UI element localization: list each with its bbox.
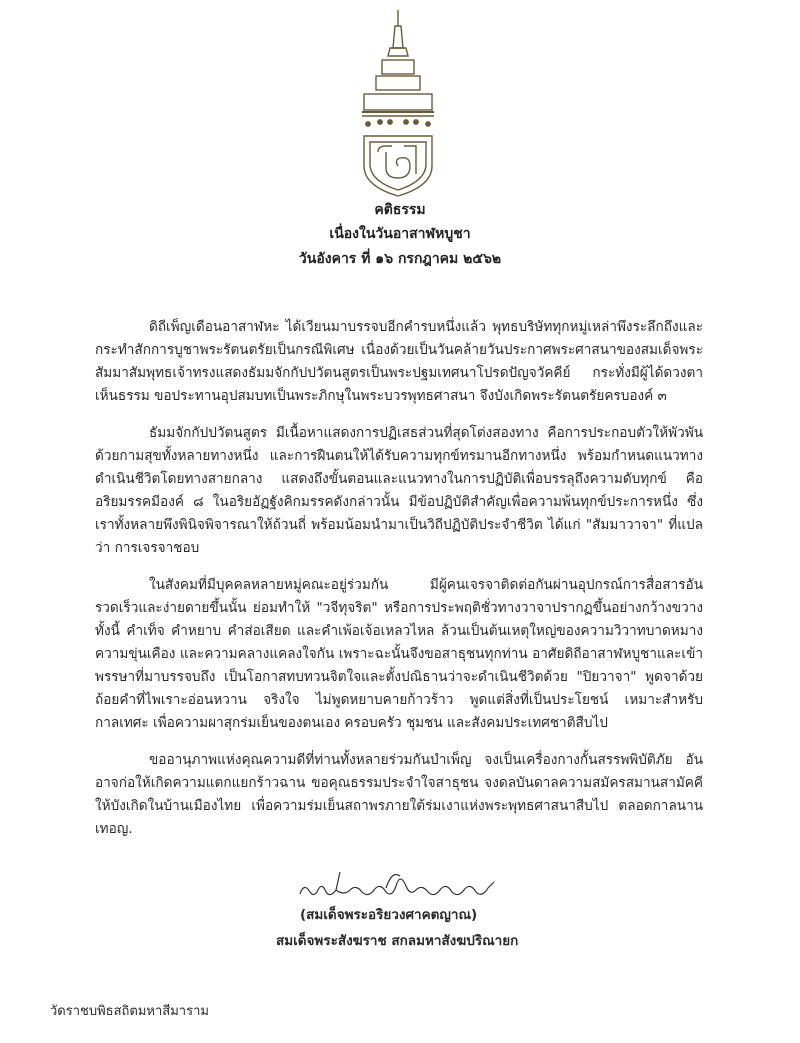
document-subtitle: เนื่องในวันอาสาฬหบูชา: [329, 226, 471, 242]
signatory-title: สมเด็จพระสังฆราช สกลมหาสังฆปริณายก: [276, 933, 519, 949]
paragraph: ในสังคมที่มีบุคคลหลายหมู่คณะอยู่ร่วมกัน มีผู้คนเจรจาติดต่อกันผ่านอุปกรณ์การสื่อสารอันรวดเร็วและง่ายดายขึ้นนั้น ย่อมทำให้ "วจีทุจริต" หรือการประพฤติชั่วทางวาจาปรากฏขึ้นอย่างกว้างขวาง ทั้งนี้ คำเท็จ คำหยาบ คำส่อเสียด และคำเพ้อเจ้อเหลวไหล ล้วนเป็นต้นเหตุใหญ่ของความวิวาทบาดหมาง ความขุ่นเคือง และความคลางแคลงใจกัน เพราะฉะนั้นจึงขอสาธุชนทุกท่าน อาศัยดิถีอาสาฬหบูชาและเข้าพรรษาที่มาบรรจบถึง เป็นโอกาสทบทวนจิตใจและตั้งปณิธานว่าจะดำเนินชีวิตด้วย "ปิยวาจา" พูดจาด้วยถ้อยคำที่ไพเราะอ่อนหวาน จริงใจ ไม่พูดหยาบคายก้าวร้าว พูดแต่สิ่งที่เป็นประโยชน์ เหมาะสำหรับกาลเทศะ เพื่อความผาสุกร่มเย็นของตนเอง ครอบครัว ชุมชน และสังคมประเทศชาติสืบไป: [95, 577, 703, 731]
handwritten-signature: [296, 868, 506, 902]
paragraph: ดิถีเพ็ญเดือนอาสาฬหะ ได้เวียนมาบรรจบอีกคำรบหนึ่งแล้ว พุทธบริษัททุกหมู่เหล่าพึงระลึกถึงและกระทำสักการบูชาพระรัตนตรัยเป็นกรณีพิเศษ เนื่องด้วยเป็นวันคล้ายวันประกาศพระศาสนาของสมเด็จพระสัมมาสัมพุทธเจ้าทรงแสดงธัมมจักกัปปวัตนสูตรเป็นพระปฐมเทศนาโปรดปัญจวัคคีย์ กระทั่งมีผู้ได้ดวงตาเห็นธรรม ขอประทานอุปสมบทเป็นพระภิกษุในพระบวรพุทธศาสนา จึงบังเกิดพระรัตนตรัยครบองค์ ๓: [95, 319, 703, 404]
paragraph: ขออานุภาพแห่งคุณความดีที่ท่านทั้งหลายร่วมกันบำเพ็ญ จงเป็นเครื่องกางกั้นสรรพพิบัติภัย อันอาจก่อให้เกิดความแตกแยกร้าวฉาน ขอคุณธรรมประจำใจสาธุชน จงดลบันดาลความสมัครสมานสามัคคีให้บังเกิดในบ้านเมืองไทย เพื่อความร่มเย็นสถาพรภายใต้ร่มเงาแห่งพระพุทธศาสนาสืบไป ตลอดกาลนาน เทอญ.: [95, 752, 703, 837]
paragraph: ธัมมจักกัปปวัตนสูตร มีเนื้อหาแสดงการปฏิเสธส่วนที่สุดโต่งสองทาง คือการประกอบตัวให้พัวพันด้วยกามสุขทั้งหลายทางหนึ่ง และการฝืนตนให้ได้รับความทุกข์ทรมานอีกทางหนึ่ง พร้อมกำหนดแนวทางดำเนินชีวิตโดยทางสายกลาง แสดงถึงขั้นตอนและแนวทางในการปฏิบัติเพื่อบรรลุถึงความดับทุกข์ คืออริยมรรคมีองค์ ๘ ในอริยอัฏฐังคิกมรรคดังกล่าวนั้น มีข้อปฏิบัติสำคัญเพื่อความพ้นทุกข์ประการหนึ่ง ซึ่งเราทั้งหลายพึงพินิจพิจารณาให้ถ้วนถี่ พร้อมน้อมนำมาเป็นวิถีปฏิบัติประจำชีวิต ได้แก่ "สัมมาวาจา" ที่แปลว่า การเจรจาชอบ: [95, 425, 703, 556]
document-date: วันอังคาร ที่ ๑๖ กรกฎาคม ๒๕๖๒: [298, 251, 502, 267]
royal-emblem-icon: [356, 6, 440, 198]
document-body: [95, 316, 703, 855]
document-title: คติธรรม: [374, 202, 426, 218]
footer-location: วัดราชบพิธสถิตมหาสีมาราม: [50, 1004, 209, 1019]
signatory-name: (สมเด็จพระอริยวงศาคตญาณ): [300, 907, 478, 923]
